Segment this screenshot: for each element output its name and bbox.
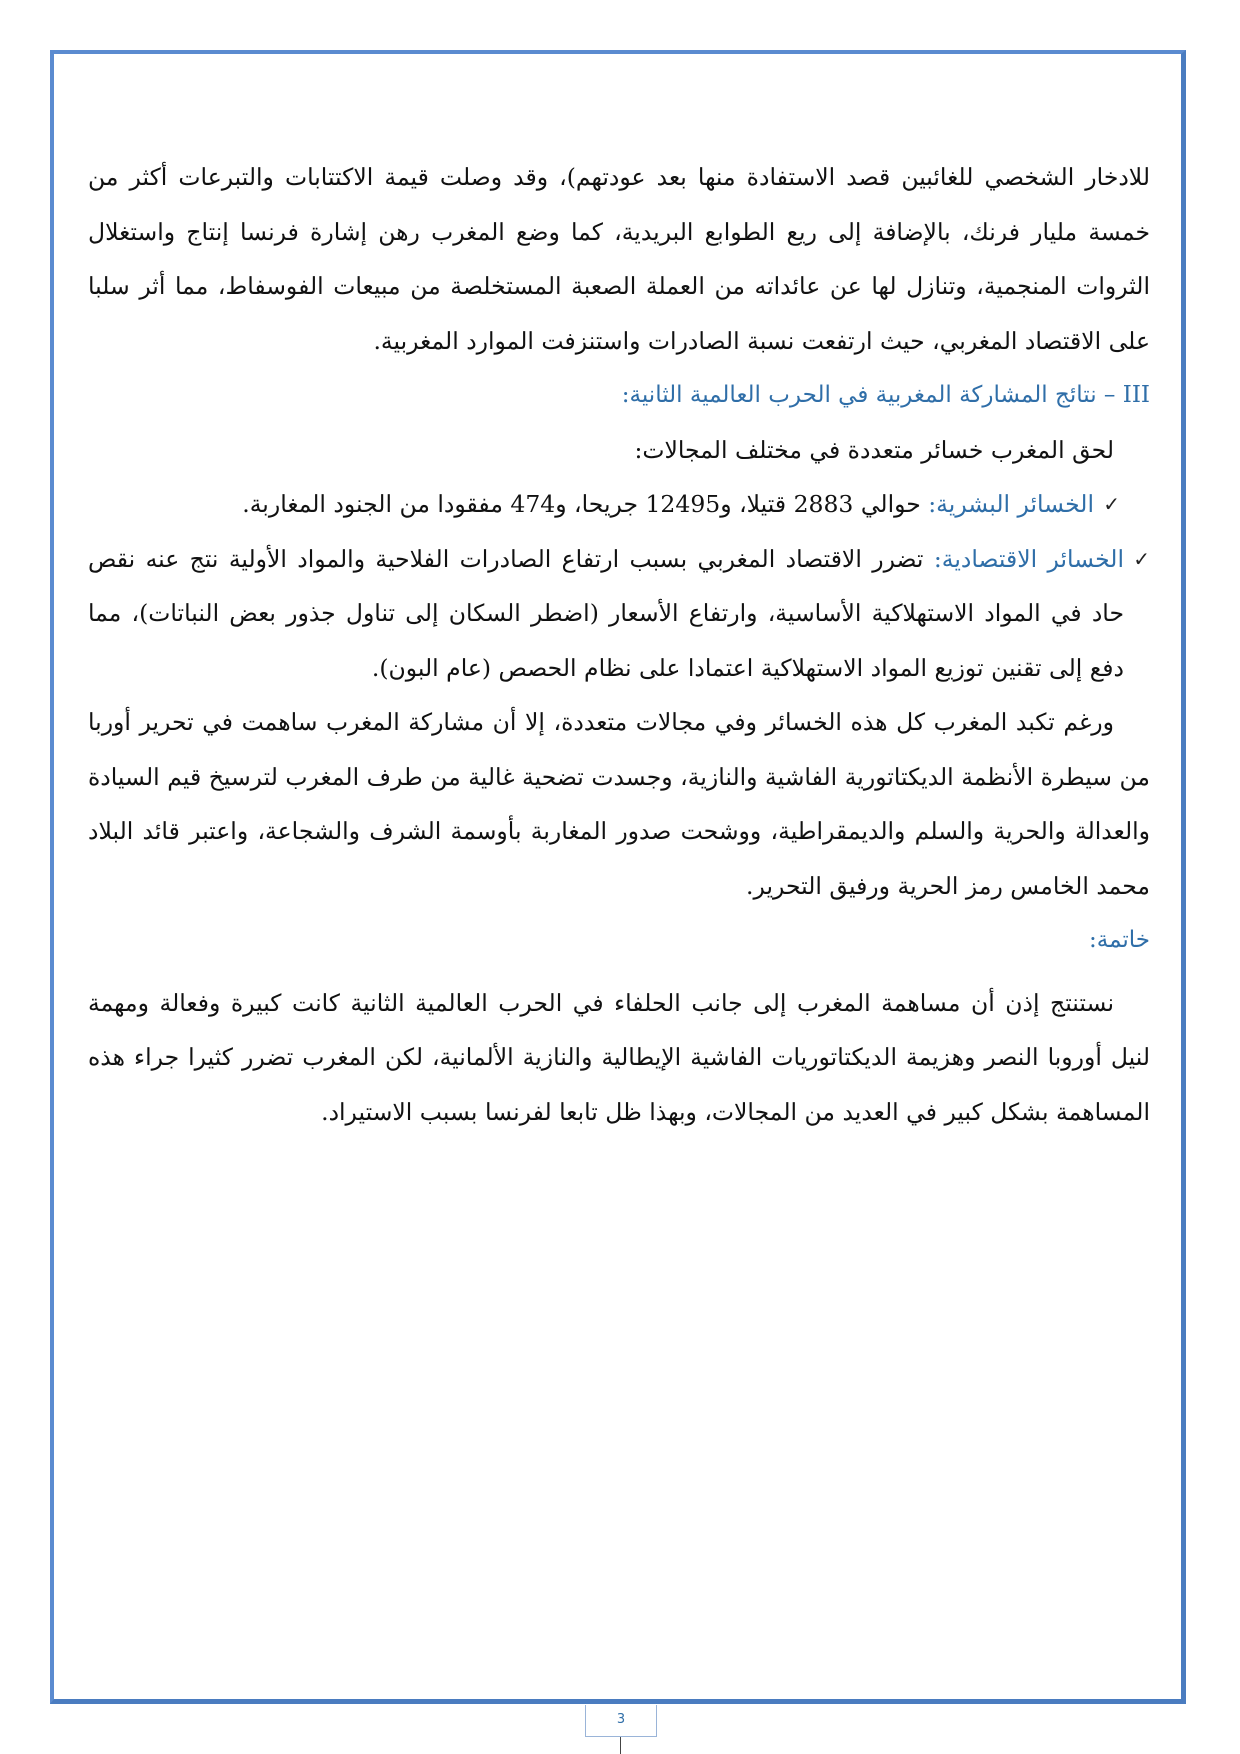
spacer [88, 968, 1150, 976]
paragraph-financial-contribution: للادخار الشخصي للغائبين قصد الاستفادة منها بعد عودتهم)، وقد وصلت قيمة الاكتتابات والتبرعات أكثر من خمسة مليار فرنك، بالإضافة إلى ريع الطوابع البريدية، كما وضع المغرب رهن إشارة فرنسا إنتاج واستغلال الثروات المنجمية، وتنازل لها عن عائداته من العملة الصعبة المستخلصة من مبيعات الفوسفاط، مما أثر سلبا على الاقتصاد المغربي، حيث ارتفعت نسبة الصادرات واستنزفت الموارد المغربية. [88, 163, 1150, 355]
paragraph-losses-intro: لحق المغرب خسائر متعددة في مختلف المجالات: [634, 435, 1114, 464]
section-heading-conclusion: خاتمة: [1088, 927, 1150, 953]
bullet-human-losses [88, 477, 1120, 532]
page-number-divider [620, 1737, 621, 1754]
bullet-term-human: الخسائر البشرية: [928, 490, 1094, 518]
page-number: 3 [585, 1705, 657, 1737]
paragraph-conclusion: نستنتج إذن أن مساهمة المغرب إلى جانب الحلفاء في الحرب العالمية الثانية كانت كبيرة وفعالة ومهمة لنيل أوروبا النصر وهزيمة الديكتاتوريات الفاشية الإيطالية والنازية الألمانية، لكن المغرب تضرر كثيرا جراء هذه المساهمة بشكل كبير في العديد من المجالات، وبهذا ظل تابعا لفرنسا بسبب الاستيراد. [88, 988, 1150, 1126]
bullet-economic-losses [88, 532, 1150, 696]
document-body [88, 150, 1150, 1139]
bullet-text-economic: تضرر الاقتصاد المغربي بسبب ارتفاع الصادرات الفلاحية والمواد الأولية نتج عنه نقص حاد في المواد الاستهلاكية الأساسية، وارتفاع الأسعار (اضطر السكان إلى تناول جذور بعض النباتات)، مما دفع إلى تقنين توزيع المواد الاستهلاكية اعتمادا على نظام الحصص (عام البون). [88, 544, 1124, 682]
bullet-term-economic: الخسائر الاقتصادية: [933, 544, 1124, 573]
checkmark-icon: ✓ [1103, 492, 1120, 516]
checkmark-icon: ✓ [1133, 546, 1150, 571]
bullet-text-human: حوالي 2883 قتيلا، و12495 جريحا، و474 مفقودا من الجنود المغاربة. [242, 490, 929, 518]
section-heading-results: III – نتائج المشاركة المغربية في الحرب العالمية الثانية: [621, 382, 1150, 408]
paragraph-contribution-liberation: ورغم تكبد المغرب كل هذه الخسائر وفي مجالات متعددة، إلا أن مشاركة المغرب ساهمت في تحرير أوربا من سيطرة الأنظمة الديكتاتورية الفاشية والنازية، وجسدت تضحية غالية من طرف المغرب لترسيخ قيم السيادة والعدالة والحرية والسلم والديمقراطية، ووشحت صدور المغاربة بأوسمة الشرف والشجاعة، واعتبر قائد البلاد محمد الخامس رمز الحرية ورفيق التحرير. [88, 708, 1150, 900]
